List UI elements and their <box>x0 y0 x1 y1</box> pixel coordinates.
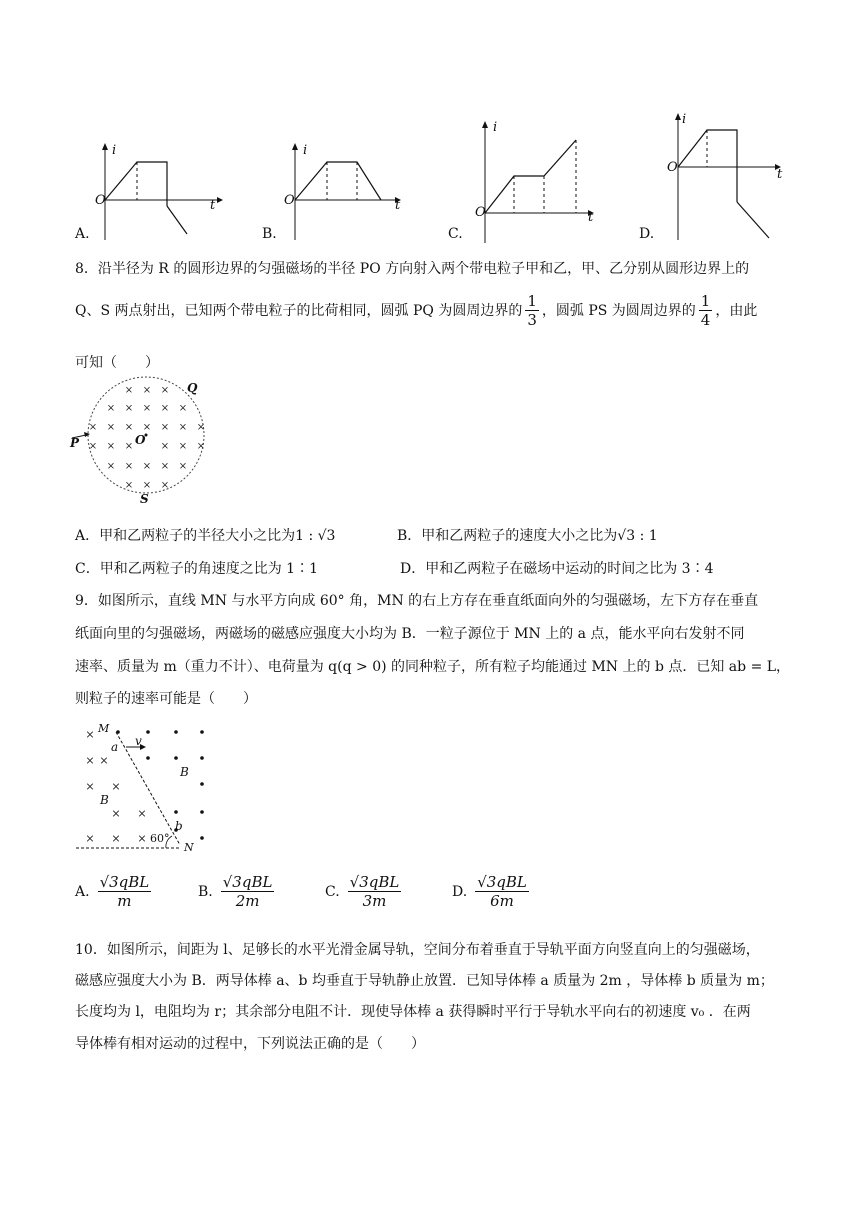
svg-text:×: × <box>106 441 116 452</box>
q8-option-a: A．甲和乙两粒子的半径大小之比为1 : √3 <box>75 528 336 544</box>
q9-label-v: v <box>135 734 142 748</box>
svg-text:×: × <box>160 422 170 433</box>
q9-option-a-num: √3qBL <box>99 873 150 891</box>
q8-option-b: B．甲和乙两粒子的速度大小之比为√3 : 1 <box>397 528 658 544</box>
svg-text:×: × <box>106 461 116 472</box>
svg-text:×: × <box>99 754 109 767</box>
svg-text:×: × <box>124 480 134 491</box>
svg-text:×: × <box>111 832 121 845</box>
graph-d-y-label: i <box>682 112 687 127</box>
q8-frac1-den: 3 <box>527 311 537 329</box>
graph-c-letter: C. <box>448 226 463 242</box>
graph-a-letter: A. <box>75 226 90 242</box>
svg-text:×: × <box>142 403 152 414</box>
svg-text:×: × <box>160 385 170 396</box>
svg-text:×: × <box>106 422 116 433</box>
graph-c-x-label: t <box>588 210 594 225</box>
svg-text:×: × <box>124 441 134 452</box>
q8-label-o: O <box>135 433 146 447</box>
graph-a-origin: O <box>95 193 106 208</box>
q9-option-a-den: m <box>117 892 132 910</box>
svg-text:×: × <box>142 422 152 433</box>
q8-line-1: 8．沿半径为 R 的圆形边界的匀强磁场的半径 PO 方向射入两个带电粒子甲和乙，甲、乙分别从圆形边界上的 <box>75 261 750 277</box>
svg-text:×: × <box>111 807 121 820</box>
q8-frac2-den: 4 <box>700 311 711 329</box>
graph-a <box>85 140 225 245</box>
q8-line-2-a: Q、S 两点射出，已知两个带电粒子的比荷相同，圆弧 PQ 为圆周边界的 <box>75 303 523 319</box>
svg-text:×: × <box>124 422 134 433</box>
q9-label-a: a <box>111 740 119 754</box>
svg-text:×: × <box>85 780 95 793</box>
q10-line-1: 10．如图所示，间距为 l、足够长的水平光滑金属导轨，空间分布着垂直于导轨平面方向竖直向上的匀强磁场， <box>75 942 760 958</box>
graph-b-letter: B. <box>262 226 277 242</box>
q9-label-b-point: b <box>175 819 183 833</box>
q9-line-3: 速率、质量为 m（重力不计）、电荷量为 q(q > 0) 的同种粒子，所有粒子均能通过 MN 上的 b 点．已知 ab = L， <box>75 659 791 675</box>
graph-b-origin: O <box>284 193 295 208</box>
q8-option-c: C．甲和乙两粒子的角速度之比为 1∶1 <box>75 561 318 577</box>
q9-line-4: 则粒子的速率可能是（ ） <box>75 691 257 707</box>
q8-fraction-2 <box>699 294 713 328</box>
q9-option-a <box>75 875 154 909</box>
graph-b-y-label: i <box>303 143 308 158</box>
q9-label-n: N <box>184 841 194 854</box>
q8-label-p: P <box>70 436 80 450</box>
graph-a-y-label: i <box>112 143 117 158</box>
q9-label-m: M <box>98 722 110 735</box>
svg-text:×: × <box>124 461 134 472</box>
svg-text:×: × <box>85 728 95 741</box>
q10-line-3: 长度均为 l，电阻均为 r；其余部分电阻不计．现使导体棒 a 获得瞬时平行于导轨水平向右的初速度 v₀ ．在两 <box>75 1004 751 1020</box>
q8-line-2-b: ，圆弧 PS 为圆周边界的 <box>541 303 696 319</box>
svg-text:×: × <box>106 403 116 414</box>
q9-field-figure <box>72 720 222 855</box>
graph-a-x-label: t <box>210 198 216 213</box>
svg-text:×: × <box>160 461 170 472</box>
svg-text:×: × <box>178 461 188 472</box>
graph-c <box>470 118 600 248</box>
svg-text:×: × <box>178 441 188 452</box>
q9-label-angle: 60° <box>150 832 170 845</box>
graph-d-letter: D. <box>639 226 655 242</box>
q9-option-d <box>452 875 532 909</box>
q9-option-b-letter: B. <box>198 884 213 900</box>
graph-d <box>665 110 795 242</box>
q8-frac1-num: 1 <box>527 292 537 310</box>
q8-fraction-1 <box>525 294 539 328</box>
q9-label-b-lower: B <box>100 793 109 807</box>
q8-label-s: S <box>140 492 149 506</box>
q9-option-b-den: 2m <box>235 892 260 910</box>
q9-option-d-den: 6m <box>490 892 514 910</box>
svg-text:×: × <box>124 385 134 396</box>
svg-text:×: × <box>178 403 188 414</box>
graph-d-origin: O <box>667 160 678 175</box>
q9-option-c <box>325 875 404 909</box>
svg-text:×: × <box>85 832 95 845</box>
q8-line-2-c: ，由此 <box>715 303 758 319</box>
svg-text:×: × <box>196 422 206 433</box>
svg-text:×: × <box>196 441 206 452</box>
svg-text:×: × <box>142 461 152 472</box>
graph-c-origin: O <box>475 205 486 220</box>
q9-option-b-num: √3qBL <box>222 873 273 891</box>
q8-line-2 <box>75 294 757 328</box>
q8-line-3: 可知（ ） <box>75 355 159 371</box>
q8-frac2-num: 1 <box>700 292 711 310</box>
q8-label-q: Q <box>187 381 198 395</box>
svg-text:×: × <box>137 807 147 820</box>
q9-label-b-upper: B <box>180 765 189 779</box>
svg-text:×: × <box>88 422 98 433</box>
q10-line-2: 磁感应强度大小为 B．两导体棒 a、b 均垂直于导轨静止放置．已知导体棒 a 质量为 2m ，导体棒 b 质量为 m； <box>75 973 774 989</box>
q9-option-c-num: √3qBL <box>349 873 400 891</box>
svg-text:×: × <box>124 403 134 414</box>
graph-b-x-label: t <box>395 198 401 213</box>
q9-option-c-den: 3m <box>362 892 387 910</box>
q9-line-2: 纸面向里的匀强磁场，两磁场的磁感应强度大小均为 B．一粒子源位于 MN 上的 a 点，能水平向右发射不同 <box>75 626 745 642</box>
q9-line-1: 9．如图所示，直线 MN 与水平方向成 60° 角，MN 的右上方存在垂直纸面向外的匀强磁场，左下方存在垂直 <box>75 593 759 609</box>
svg-text:×: × <box>88 441 98 452</box>
graph-d-x-label: t <box>777 167 783 182</box>
q8-option-d: D．甲和乙两粒子在磁场中运动的时间之比为 3∶4 <box>400 561 714 577</box>
graph-c-y-label: i <box>493 120 498 135</box>
svg-text:×: × <box>160 441 170 452</box>
svg-text:×: × <box>160 403 170 414</box>
q9-option-d-letter: D. <box>452 884 468 900</box>
svg-text:×: × <box>160 480 170 491</box>
svg-text:×: × <box>142 480 152 491</box>
q9-option-c-letter: C. <box>325 884 340 900</box>
svg-text:×: × <box>111 780 121 793</box>
svg-text:×: × <box>142 385 152 396</box>
svg-text:×: × <box>85 754 95 767</box>
q9-option-a-letter: A. <box>75 884 90 900</box>
q9-option-b <box>198 875 277 909</box>
q9-option-d-num: √3qBL <box>477 873 527 891</box>
svg-text:×: × <box>178 422 188 433</box>
svg-text:×: × <box>137 832 147 845</box>
q10-line-4: 导体棒有相对运动的过程中，下列说法正确的是（ ） <box>75 1036 425 1052</box>
